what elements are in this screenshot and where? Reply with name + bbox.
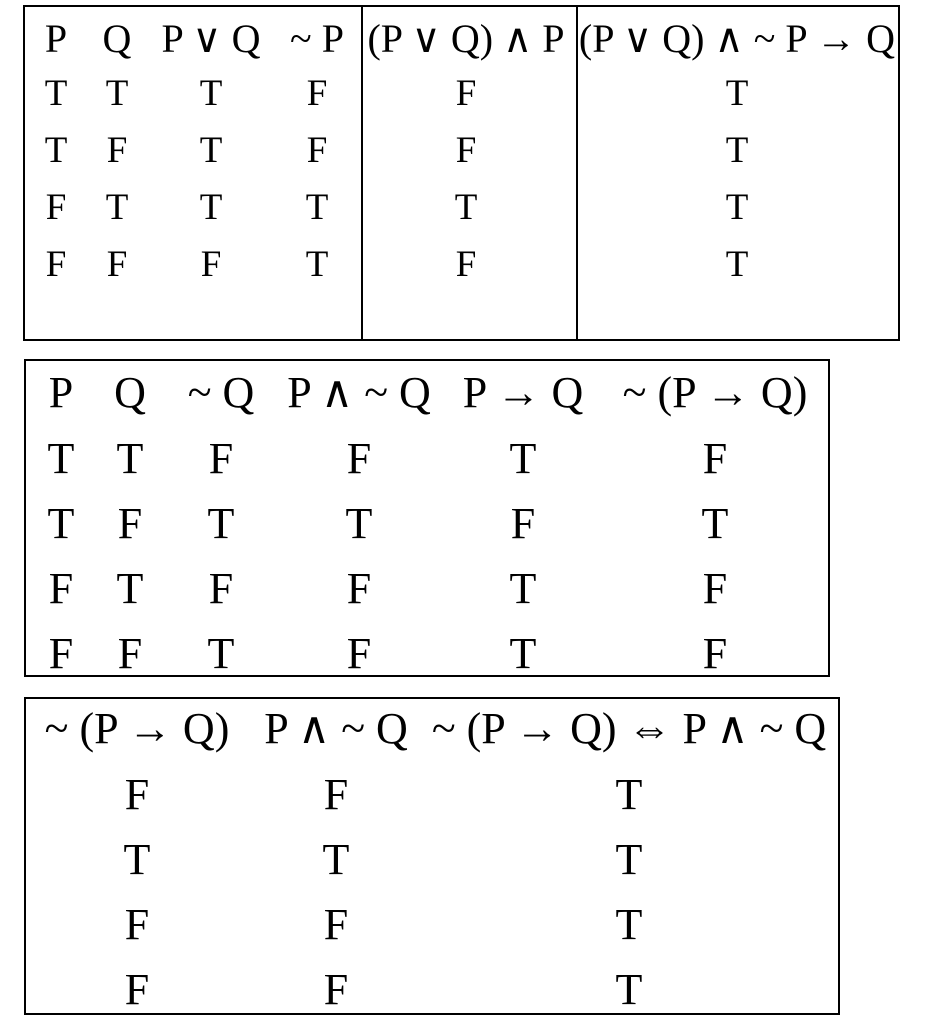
column-header: Q xyxy=(114,368,146,417)
table-cell: F xyxy=(106,244,128,285)
table-cell: F xyxy=(455,73,477,114)
table-cell: T xyxy=(44,73,68,114)
table-cell: F xyxy=(48,564,74,613)
column-header: P xyxy=(48,368,74,417)
table-cell: T xyxy=(725,130,749,171)
table-cell: F xyxy=(124,770,150,819)
table-cell: T xyxy=(199,130,223,171)
table-cell: F xyxy=(346,629,372,678)
table-cell: T xyxy=(207,629,235,678)
table-cell: F xyxy=(346,434,372,483)
column-divider xyxy=(576,7,578,339)
table-cell: F xyxy=(455,244,477,285)
table-cell: F xyxy=(45,187,67,228)
table-cell: F xyxy=(45,244,67,285)
table-cell: F xyxy=(306,73,328,114)
table-cell: T xyxy=(725,244,749,285)
column-header: (P ∨ Q) ∧ P xyxy=(367,16,565,61)
truth-table-3 xyxy=(24,697,840,1015)
table-cell: T xyxy=(615,835,643,884)
table-cell: F xyxy=(208,564,234,613)
table-cell: F xyxy=(117,499,143,548)
column-header: P → Q xyxy=(462,368,584,417)
table-cell: T xyxy=(322,835,350,884)
table-cell: T xyxy=(105,187,129,228)
table-cell: F xyxy=(702,434,728,483)
table-cell: F xyxy=(323,900,349,949)
table-cell: T xyxy=(199,187,223,228)
table-cell: T xyxy=(509,434,537,483)
column-header: ~ (P → Q) xyxy=(622,368,808,417)
table-cell: F xyxy=(306,130,328,171)
table-cell: T xyxy=(615,965,643,1014)
table-cell: T xyxy=(105,73,129,114)
column-divider xyxy=(361,7,363,339)
table-cell: T xyxy=(47,499,75,548)
column-header: Q xyxy=(102,16,132,61)
table-cell: F xyxy=(200,244,222,285)
column-header: (P ∨ Q) ∧ ~ P → Q xyxy=(578,16,896,61)
table-cell: T xyxy=(615,770,643,819)
column-header: ~ P xyxy=(290,16,344,61)
table-cell: F xyxy=(323,965,349,1014)
table-cell: F xyxy=(208,434,234,483)
table-cell: F xyxy=(455,130,477,171)
table-cell: F xyxy=(124,965,150,1014)
column-header: ~ (P → Q) xyxy=(44,704,230,753)
table-cell: T xyxy=(509,564,537,613)
table-cell: T xyxy=(123,835,151,884)
table-cell: T xyxy=(116,564,144,613)
table-cell: F xyxy=(124,900,150,949)
table-cell: F xyxy=(106,130,128,171)
table-cell: F xyxy=(702,629,728,678)
table-cell: F xyxy=(48,629,74,678)
table-cell: T xyxy=(615,900,643,949)
table-cell: T xyxy=(44,130,68,171)
table-cell: T xyxy=(305,187,329,228)
truth-table-2 xyxy=(24,359,830,677)
table-cell: T xyxy=(701,499,729,548)
table-cell: T xyxy=(116,434,144,483)
table-cell: F xyxy=(510,499,536,548)
column-header: ~ (P → Q) ⇔ P ∧ ~ Q xyxy=(431,704,827,753)
column-header: P xyxy=(44,16,68,61)
table-cell: F xyxy=(702,564,728,613)
table-cell: T xyxy=(509,629,537,678)
table-cell: T xyxy=(454,187,478,228)
table-cell: F xyxy=(117,629,143,678)
table-cell: F xyxy=(346,564,372,613)
column-header: P ∨ Q xyxy=(161,16,261,61)
truth-table-1 xyxy=(23,5,900,341)
table-cell: T xyxy=(725,73,749,114)
column-header: P ∧ ~ Q xyxy=(264,704,408,753)
table-cell: T xyxy=(207,499,235,548)
table-cell: T xyxy=(199,73,223,114)
table-cell: F xyxy=(323,770,349,819)
table-cell: T xyxy=(345,499,373,548)
table-cell: T xyxy=(47,434,75,483)
table-cell: T xyxy=(305,244,329,285)
column-header: P ∧ ~ Q xyxy=(287,368,431,417)
column-header: ~ Q xyxy=(187,368,255,417)
table-cell: T xyxy=(725,187,749,228)
